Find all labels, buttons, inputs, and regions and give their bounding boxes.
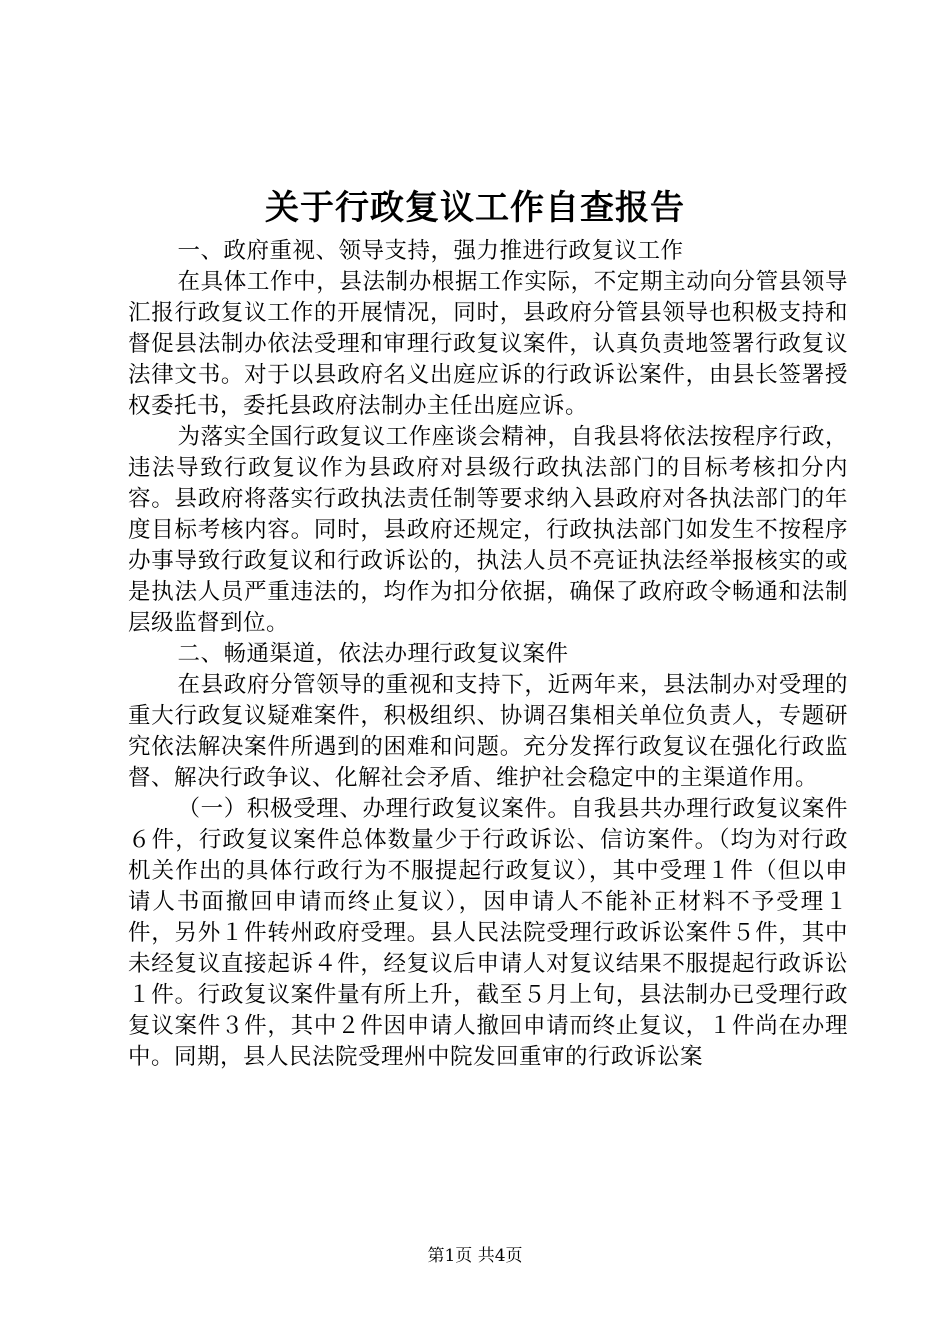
section-heading-1: 一、政府重视、领导支持，强力推进行政复议工作 [177,238,684,264]
paragraph-3: 在县政府分管领导的重视和支持下，近两年来，县法制办对受理的重大行政复议疑难案件，积极组织、协调召集相关单位负责人，专题研究依法解决案件所遇到的困难和问题。充分发挥行政复议在强化行政监督、解决行政争议、化解社会矛盾、维护社会稳定中的主渠道作用。 [128,672,848,791]
page-footer: 第1页 共4页 [427,1246,523,1266]
document-body [128,236,848,1073]
paragraph-2: 为落实全国行政复议工作座谈会精神，自我县将依法按程序行政，违法导致行政复议作为县政府对县级行政执法部门的目标考核扣分内容。县政府将落实行政执法责任制等要求纳入县政府对各执法部门的年度目标考核内容。同时，县政府还规定，行政执法部门如发生不按程序办事导致行政复议和行政诉讼的，执法人员不亮证执法经举报核实的或是执法人员严重违法的，均作为扣分依据，确保了政府政令畅通和法制层级监督到位。 [128,424,848,636]
paragraph-4: （一）积极受理、办理行政复议案件。自我县共办理行政复议案件６件，行政复议案件总体数量少于行政诉讼、信访案件。（均为对行政机关作出的具体行政行为不服提起行政复议），其中受理１件（但以申请人书面撤回申请而终止复议），因申请人不能补正材料不予受理１件，另外１件转州政府受理。县人民法院受理行政诉讼案件５件，其中未经复议直接起诉４件，经复议后申请人对复议结果不服提起行政诉讼１件。行政复议案件量有所上升，截至５月上旬，县法制办已受理行政复议案件３件，其中２件因申请人撤回申请而终止复议，１件尚在办理中。同期，县人民法院受理州中院发回重审的行政诉讼案 [128,796,848,1070]
document-title: 关于行政复议工作自查报告 [265,188,685,228]
section-heading-2: 二、畅通渠道，依法办理行政复议案件 [177,641,569,667]
paragraph-1: 在具体工作中，县法制办根据工作实际，不定期主动向分管县领导汇报行政复议工作的开展情况，同时，县政府分管县领导也积极支持和督促县法制办依法受理和审理行政复议案件，认真负责地签署行政复议法律文书。对于以县政府名义出庭应诉的行政诉讼案件，由县长签署授权委托书，委托县政府法制办主任出庭应诉。 [128,269,848,419]
